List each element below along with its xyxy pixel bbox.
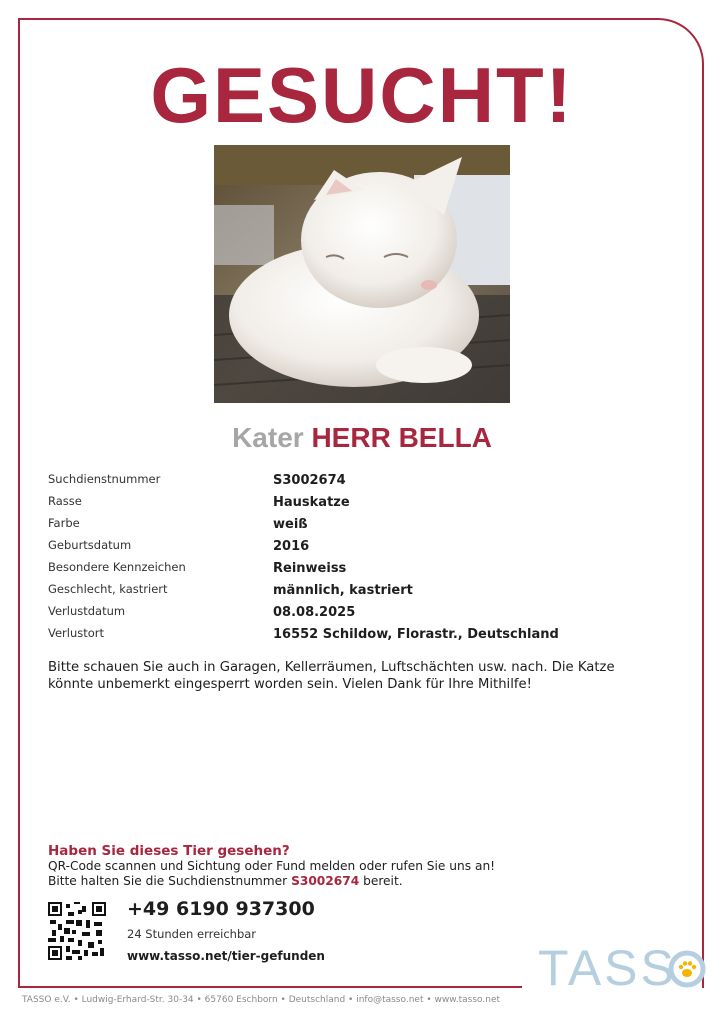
detail-value: 08.08.2025 (273, 605, 356, 620)
footer-address: TASSO e.V. • Ludwig-Erhard-Str. 30-34 • 65760 Eschborn • Deutschland • info@tasso.net • www.tasso.net (22, 995, 501, 1005)
detail-value: S3002674 (273, 473, 346, 488)
detail-label: Farbe (48, 516, 80, 530)
pet-name (0, 420, 724, 456)
headline: GESUCHT! (150, 51, 574, 139)
detail-row (48, 580, 668, 602)
detail-value: männlich, kastriert (273, 583, 413, 598)
detail-label: Verlustdatum (48, 604, 126, 618)
instruction-text-end: bereit. (363, 874, 403, 888)
detail-row (48, 492, 668, 514)
detail-row (48, 470, 668, 492)
detail-label: Geburtsdatum (48, 538, 132, 552)
detail-value: weiß (273, 517, 308, 532)
search-number-instruction (48, 873, 403, 889)
page-frame-bottom (18, 986, 522, 988)
detail-label: Geschlecht, kastriert (48, 582, 168, 596)
qr-instruction: QR-Code scannen und Sichtung oder Fund melden oder rufen Sie uns an! (48, 859, 496, 873)
detail-row (48, 624, 668, 646)
detail-label: Suchdienstnummer (48, 472, 161, 486)
cat-photo (214, 145, 510, 403)
detail-label: Verlustort (48, 626, 105, 640)
hotline-phone[interactable]: +49 6190 937300 (127, 898, 315, 920)
hotline-hours: 24 Stunden erreichbar (127, 927, 257, 941)
detail-value: Hauskatze (273, 495, 350, 510)
qr-code[interactable] (48, 902, 106, 960)
detail-row (48, 536, 668, 558)
detail-row (48, 602, 668, 624)
search-number-highlight: S3002674 (291, 874, 360, 888)
detail-value: Reinweiss (273, 561, 347, 576)
details-table (48, 470, 668, 646)
detail-row (48, 558, 668, 580)
found-pet-link[interactable]: www.tasso.net/tier-gefunden (127, 949, 325, 963)
detail-label: Rasse (48, 494, 82, 508)
pet-species: Kater (232, 422, 304, 453)
seen-heading: Haben Sie dieses Tier gesehen? (48, 843, 290, 859)
detail-value: 2016 (273, 539, 310, 554)
search-notice: Bitte schauen Sie auch in Garagen, Kellerräumen, Luftschächten usw. nach. Die Katze könnte unbemerkt eingesperrt worden sein. Vielen Dank für Ihre Mithilfe! (48, 660, 615, 692)
pet-name-value: HERR BELLA (311, 422, 492, 453)
detail-row (48, 514, 668, 536)
detail-value: 16552 Schildow, Florastr., Deutschland (273, 627, 559, 642)
instruction-text: Bitte halten Sie die Suchdienstnummer (48, 874, 288, 888)
paw-icon (668, 950, 706, 988)
detail-label: Besondere Kennzeichen (48, 560, 186, 574)
tasso-logo: TASS (538, 940, 677, 996)
